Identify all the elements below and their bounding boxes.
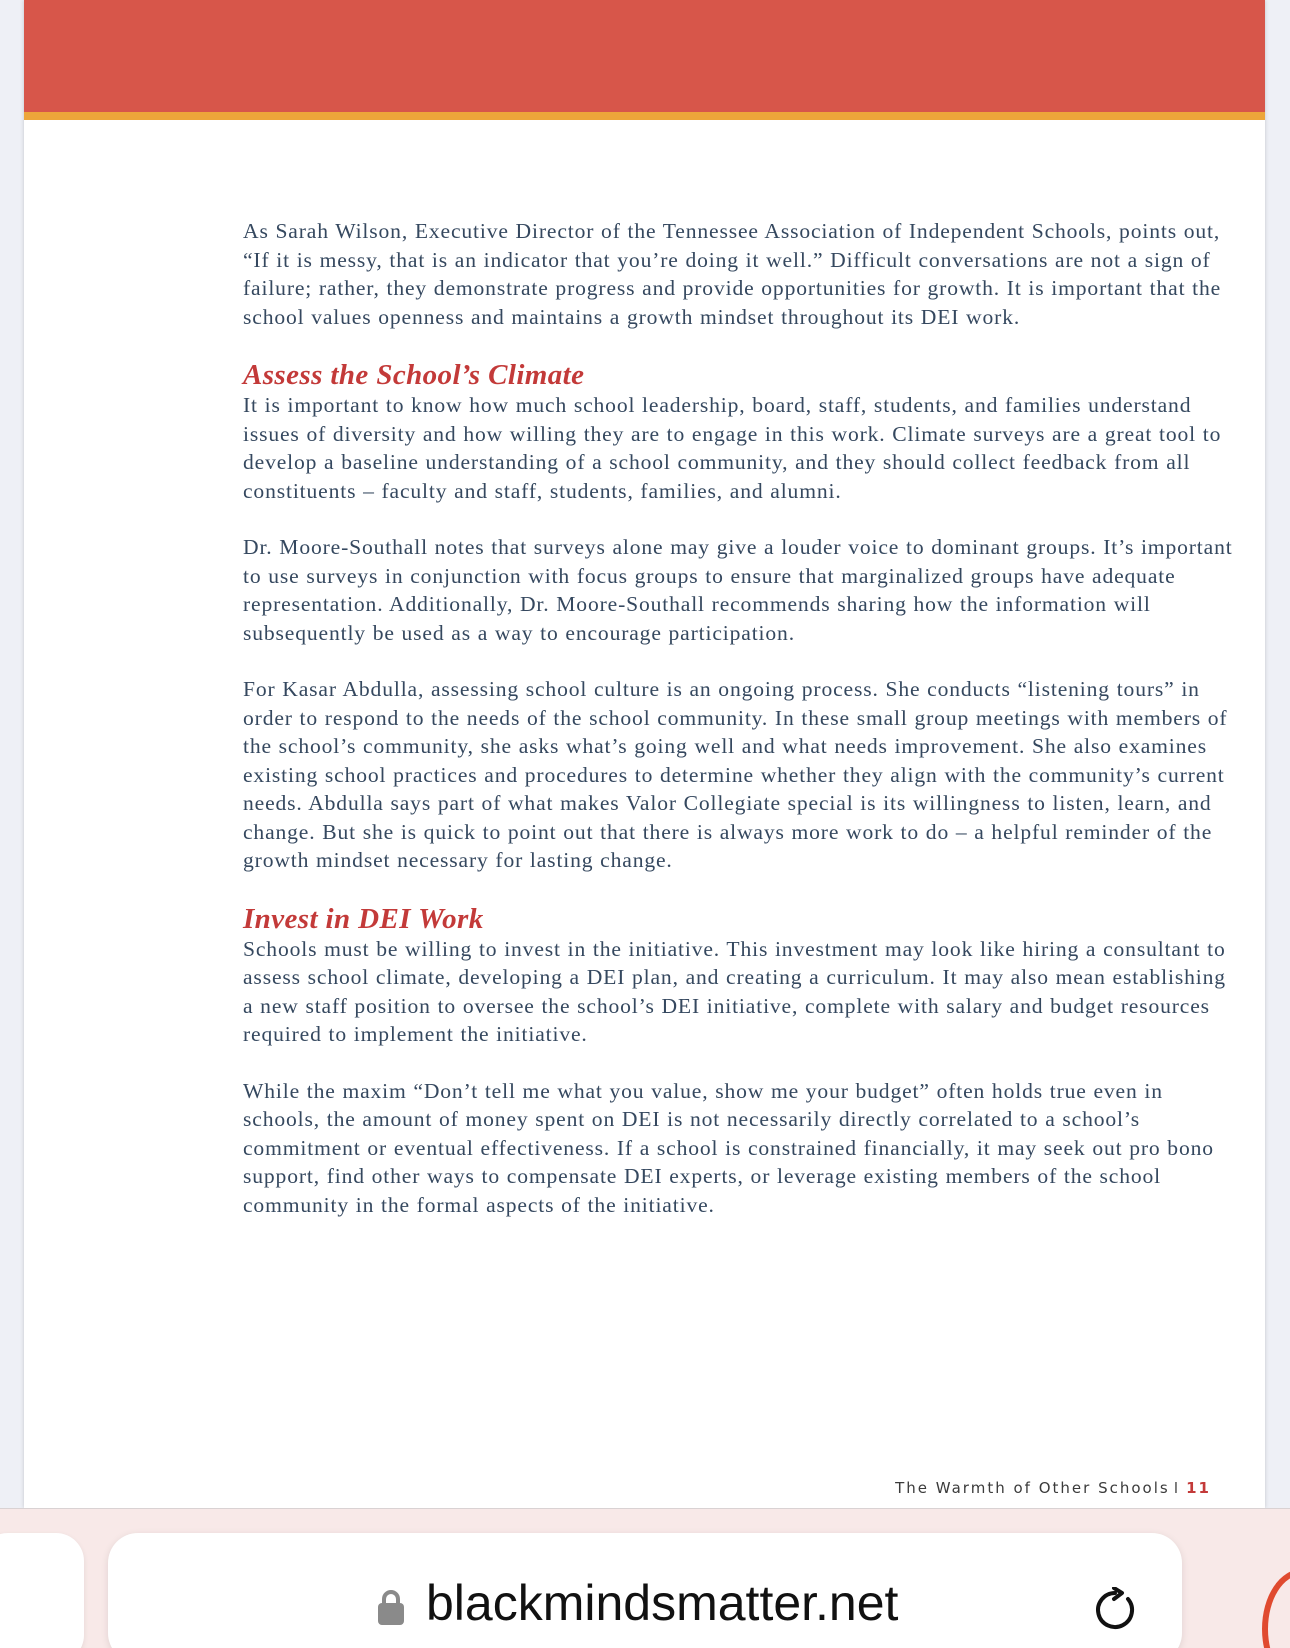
- page-number: 11: [1186, 1479, 1211, 1497]
- lock-icon: [378, 1589, 404, 1625]
- paragraph-climate-1: It is important to know how much school leadership, board, staff, students, and families understand issues of diversity and how willing they are to engage in this work. Climate surveys are a great tool to develop a baseline understanding of a school community, and they should collect feedback from all constituents – faculty and staff, students, families, and alumni.: [243, 393, 1222, 503]
- footer-separator: I: [1173, 1479, 1181, 1497]
- paragraph-intro: As Sarah Wilson, Executive Director of the Tennessee Association of Independent Schools, points out, “If it is messy, that is an indicator that you’re doing it well.” Difficult conversations are not a sign of failure; rather, they demonstrate progress and provide opportunities for growth. It is important that the school values openness and maintains a growth mindset throughout its DEI work.: [243, 219, 1222, 329]
- heading-invest-dei: Invest in DEI Work: [243, 902, 484, 935]
- page-content: [243, 217, 1243, 1247]
- url-text[interactable]: blackmindsmatter.net: [426, 1575, 899, 1631]
- next-tab-edge[interactable]: [1262, 1569, 1290, 1648]
- paragraph-climate-2: Dr. Moore-Southall notes that surveys alone may give a louder voice to dominant groups. It’s important to use surveys in conjunction with focus groups to ensure that marginalized groups have adequate representation. Additionally, Dr. Moore-Southall recommends sharing how the information will subsequently be used as a way to encourage participation.: [243, 535, 1233, 645]
- browser-toolbar: [0, 1508, 1290, 1648]
- heading-assess-climate: Assess the School’s Climate: [243, 359, 585, 391]
- page-header-band: [24, 0, 1265, 120]
- address-bar[interactable]: [108, 1533, 1182, 1648]
- page-footer: [895, 1479, 1211, 1497]
- previous-tab-card[interactable]: [0, 1533, 84, 1648]
- pdf-page[interactable]: [24, 0, 1265, 1508]
- reload-icon[interactable]: [1092, 1587, 1138, 1633]
- footer-title: The Warmth of Other Schools: [895, 1479, 1170, 1497]
- paragraph-invest-2: While the maxim “Don’t tell me what you value, show me your budget” often holds true even in schools, the amount of money spent on DEI is not necessarily directly correlated to a school’s commitment or eventual effectiveness. If a school is constrained financially, it may seek out pro bono support, find other ways to compensate DEI experts, or leverage existing members of the school community in the formal aspects of the initiative.: [243, 1078, 1214, 1217]
- paragraph-invest-1: Schools must be willing to invest in the initiative. This investment may look like hiring a consultant to assess school climate, developing a DEI plan, and creating a curriculum. It may also mean establishing a new staff position to oversee the school’s DEI initiative, complete with salary and budget resources required to implement the initiative.: [243, 936, 1226, 1046]
- paragraph-climate-3: For Kasar Abdulla, assessing school culture is an ongoing process. She conducts “listening tours” in order to respond to the needs of the school community. In these small group meetings with members of the school’s community, she asks what’s going well and what needs improvement. She also examines existing school practices and procedures to determine whether they align with the community’s current needs. Abdulla says part of what makes Valor Collegiate special is its willingness to listen, learn, and change. But she is quick to point out that there is always more work to do – a helpful reminder of the growth mindset necessary for lasting change.: [243, 677, 1228, 872]
